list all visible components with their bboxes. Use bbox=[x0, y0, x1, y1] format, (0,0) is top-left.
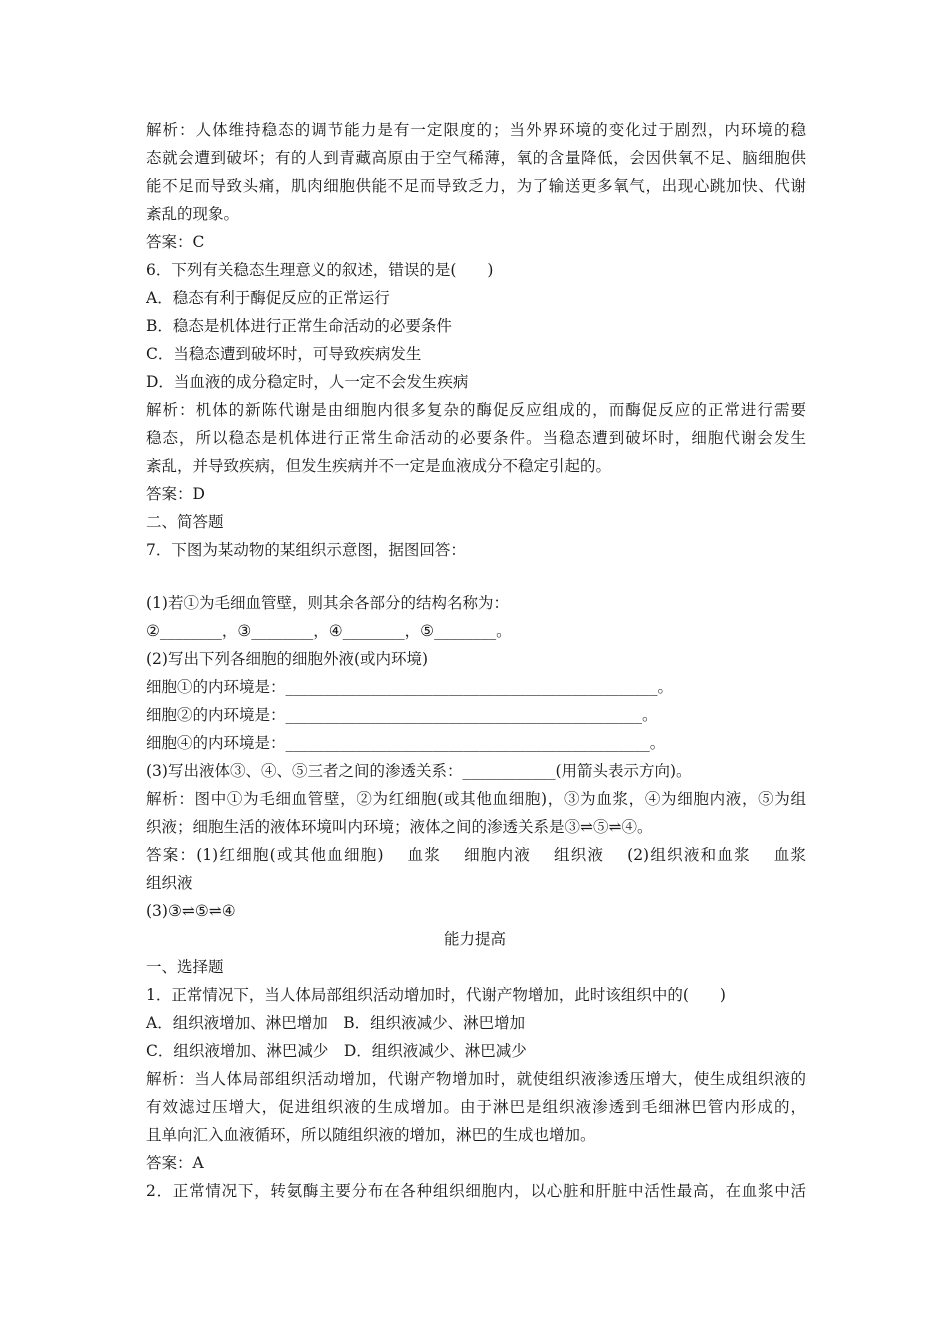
fill-blank-line: 细胞②的内环境是：______________________________________________。 bbox=[146, 706, 658, 724]
text-line: (1)若①为毛细血管壁，则其余各部分的结构名称为： bbox=[146, 594, 509, 612]
answer-line: 答案：A bbox=[146, 1154, 204, 1172]
text-line: 能不足而导致头痛，肌肉细胞供能不足而导致乏力，为了输送更多氧气，出现心跳加快、代谢 bbox=[146, 177, 806, 195]
question-7-stem: 7．下图为某动物的某组织示意图，据图回答： bbox=[146, 541, 466, 559]
answer-line: 答案：D bbox=[146, 485, 205, 503]
fill-blank-line: ②________，③________，④________，⑤________。 bbox=[146, 622, 512, 640]
text-line: 紊乱，并导致疾病，但发生疾病并不一定是血液成分不稳定引起的。 bbox=[146, 457, 612, 475]
options-cd: C．组织液增加、淋巴减少 D．组织液减少、淋巴减少 bbox=[146, 1042, 527, 1060]
text-line: 态就会遭到破坏；有的人到青藏高原由于空气稀薄，氧的含量降低，会因供氧不足、脑细胞供 bbox=[146, 149, 806, 167]
fill-blank-line: (3)写出液体③、④、⑤三者之间的渗透关系：____________(用箭头表示方向)。 bbox=[146, 762, 692, 780]
text-line: 稳态，所以稳态是机体进行正常生命活动的必要条件。当稳态遭到破坏时，细胞代谢会发生 bbox=[146, 429, 806, 447]
answer-line: 答案：(1)红细胞(或其他血细胞) 血浆 细胞内液 组织液 (2)组织液和血浆 血浆 bbox=[146, 846, 806, 864]
fill-blank-line: 细胞④的内环境是：_______________________________________________。 bbox=[146, 734, 666, 752]
fill-blank-line: 细胞①的内环境是：________________________________________________。 bbox=[146, 678, 674, 696]
text-line: 织液；细胞生活的液体环境叫内环境；液体之间的渗透关系是③⇌⑤⇌④。 bbox=[146, 818, 653, 836]
option-a: A．稳态有利于酶促反应的正常运行 bbox=[146, 289, 390, 307]
section-heading: 一、选择题 bbox=[146, 958, 224, 976]
question-2-stem: 2．正常情况下，转氨酶主要分布在各种组织细胞内，以心脏和肝脏中活性最高，在血浆中活 bbox=[146, 1182, 806, 1200]
answer-line: 组织液 bbox=[146, 874, 193, 892]
answer-line: 答案：C bbox=[146, 233, 205, 251]
question-1-stem: 1．正常情况下，当人体局部组织活动增加时，代谢产物增加，此时该组织中的( ) bbox=[146, 986, 726, 1004]
option-d: D．当血液的成分稳定时，人一定不会发生疾病 bbox=[146, 373, 469, 391]
text-line: 有效滤过压增大，促进组织液的生成增加。由于淋巴是组织液渗透到毛细淋巴管内形成的， bbox=[146, 1098, 806, 1116]
text-line: 解析：图中①为毛细血管壁，②为红细胞(或其他血细胞)，③为血浆，④为细胞内液，⑤为组 bbox=[146, 790, 806, 808]
text-line: 解析：机体的新陈代谢是由细胞内很多复杂的酶促反应组成的，而酶促反应的正常进行需要 bbox=[146, 401, 806, 419]
options-ab: A．组织液增加、淋巴增加 B．组织液减少、淋巴增加 bbox=[146, 1014, 526, 1032]
text-line: 解析：人体维持稳态的调节能力是有一定限度的；当外界环境的变化过于剧烈，内环境的稳 bbox=[146, 121, 806, 139]
section-title: 能力提高 bbox=[443, 930, 506, 948]
text-line: 解析：当人体局部组织活动增加，代谢产物增加时，就使组织液渗透压增大，使生成组织液的 bbox=[146, 1070, 806, 1088]
text-line: (2)写出下列各细胞的细胞外液(或内环境) bbox=[146, 650, 429, 668]
option-b: B．稳态是机体进行正常生命活动的必要条件 bbox=[146, 317, 452, 335]
option-c: C．当稳态遭到破坏时，可导致疾病发生 bbox=[146, 345, 422, 363]
section-heading: 二、简答题 bbox=[146, 513, 224, 531]
text-line: 且单向汇入血液循环，所以随组织液的增加，淋巴的生成也增加。 bbox=[146, 1126, 596, 1144]
question-6-stem: 6．下列有关稳态生理意义的叙述，错误的是( ) bbox=[146, 261, 494, 279]
answer-line: (3)③⇌⑤⇌④ bbox=[146, 902, 236, 920]
text-line: 紊乱的现象。 bbox=[146, 205, 240, 223]
